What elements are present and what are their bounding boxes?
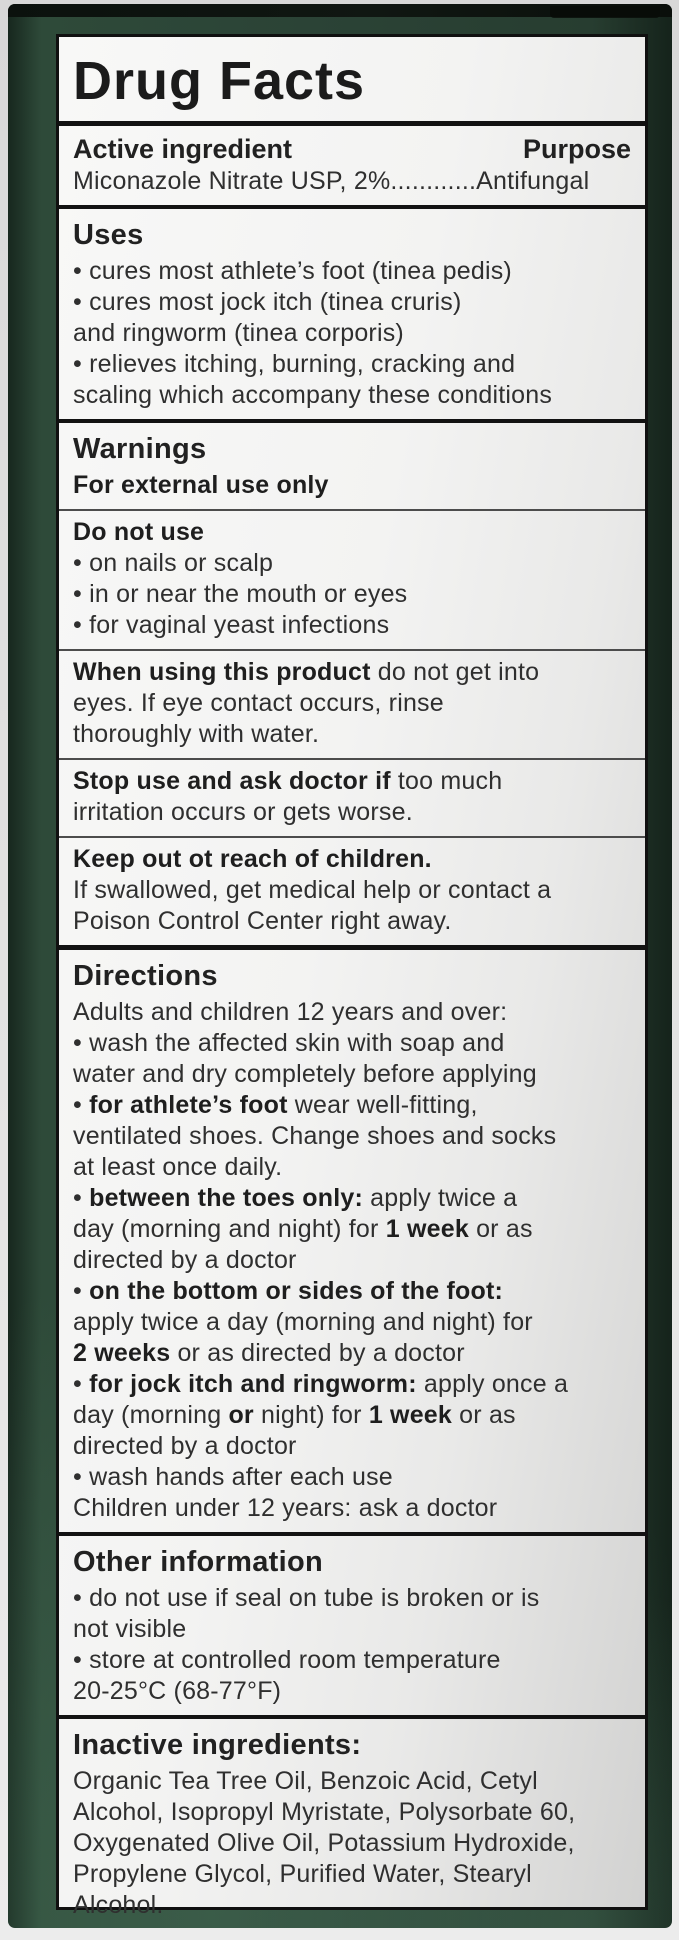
body-text: apply twice a: [363, 1184, 518, 1213]
text-line: [73, 287, 631, 318]
body-text: •: [73, 1370, 90, 1399]
section-warnings: [59, 423, 645, 511]
body-text: ventilated shoes. Change shoes and socks: [73, 1122, 557, 1151]
ingredient-purpose-header: [73, 132, 631, 166]
text-line: [73, 1766, 631, 1797]
text-line: [73, 797, 631, 828]
text-line: [73, 1183, 631, 1214]
text-line: [73, 719, 631, 750]
text-line: [73, 1493, 631, 1524]
text-line: [73, 610, 631, 641]
body-text: • on nails or scalp: [73, 549, 274, 578]
body-text: • do not use if seal on tube is broken or is: [73, 1584, 540, 1613]
body-text: Propylene Glycol, Purified Water, Stearyl: [73, 1860, 532, 1889]
text-line: [73, 1245, 631, 1276]
text-line: [73, 1059, 631, 1090]
section-do-not-use: [59, 511, 645, 651]
body-text: directed by a doctor: [73, 1246, 297, 1275]
text-line: [73, 318, 631, 349]
body-text: day (morning: [73, 1401, 229, 1430]
body-text: scaling which accompany these conditions: [73, 381, 553, 410]
text-line: [73, 1859, 631, 1890]
text-line: [73, 1828, 631, 1859]
text-line: [73, 688, 631, 719]
bold-text: 1 week: [385, 1215, 469, 1244]
section-keep-out-of-reach: [59, 838, 645, 950]
body-text: and ringworm (tinea corporis): [73, 319, 404, 348]
body-text: Children under 12 years: ask a doctor: [73, 1494, 498, 1523]
section-heading: Other information: [73, 1546, 323, 1579]
section-other-information: [59, 1536, 645, 1719]
body-text: • cures most athlete’s foot (tinea pedis): [73, 257, 512, 286]
body-text: water and dry completely before applying: [73, 1060, 537, 1089]
body-text: • wash the affected skin with soap and: [73, 1029, 505, 1058]
body-text: •: [73, 1277, 90, 1306]
body-text: not visible: [73, 1615, 187, 1644]
section-active-ingredient: [59, 126, 645, 209]
section-stop-use: [59, 760, 645, 838]
text-line: [73, 1028, 631, 1059]
body-text: irritation occurs or gets worse.: [73, 798, 413, 827]
text-line: [73, 1431, 631, 1462]
text-line: [73, 1276, 631, 1307]
body-text: or as: [468, 1215, 533, 1244]
body-text: or as directed by a doctor: [170, 1339, 465, 1368]
body-text: Alcohol.: [73, 1891, 164, 1920]
section-heading: Uses: [73, 219, 144, 252]
body-text: directed by a doctor: [73, 1432, 297, 1461]
product-box: [8, 4, 672, 1928]
body-text: • relieves itching, burning, cracking and: [73, 350, 516, 379]
text-line: [73, 517, 631, 548]
bold-text: or: [228, 1401, 254, 1430]
body-text: thoroughly with water.: [73, 720, 320, 749]
body-text: night) for: [253, 1401, 369, 1430]
text-line: [73, 1400, 631, 1431]
bold-text: Do not use: [73, 518, 205, 547]
section-uses: [59, 209, 645, 423]
body-text: • in or near the mouth or eyes: [73, 580, 408, 609]
text-line: [73, 1369, 631, 1400]
bold-text: Stop use and ask doctor if: [73, 767, 391, 796]
section-heading: Warnings: [73, 433, 207, 466]
body-text: •: [73, 1184, 90, 1213]
body-text: Miconazole Nitrate USP, 2%............Antifungal: [73, 167, 590, 196]
body-text: Adults and children 12 years and over:: [73, 998, 508, 1027]
body-text: apply once a: [416, 1370, 569, 1399]
body-text: 20-25°C (68-77°F): [73, 1677, 282, 1706]
section-directions: [59, 950, 645, 1536]
body-text: • cures most jock itch (tinea cruris): [73, 288, 462, 317]
drug-facts-label: [56, 34, 648, 1920]
text-line: [73, 997, 631, 1028]
text-line: [73, 1797, 631, 1828]
text-line: [73, 906, 631, 937]
body-text: • store at controlled room temperature: [73, 1646, 501, 1675]
section-title: [59, 37, 645, 126]
text-line: [73, 1214, 631, 1245]
section-heading: Inactive ingredients:: [73, 1729, 362, 1762]
purpose-header: Purpose: [522, 134, 631, 165]
text-line: [73, 1338, 631, 1369]
body-text: eyes. If eye contact occurs, rinse: [73, 689, 444, 718]
section-inactive-ingredients: [59, 1719, 645, 1929]
active-ingredient-header: Active ingredient: [73, 134, 293, 165]
body-text: If swallowed, get medical help or contact a: [73, 876, 552, 905]
text-line: [73, 1645, 631, 1676]
text-line: [73, 166, 631, 197]
text-line: [73, 1090, 631, 1121]
bold-text: for jock itch and ringworm:: [89, 1370, 417, 1399]
body-text: do not get into: [370, 658, 540, 687]
text-line: [73, 349, 631, 380]
text-line: [73, 1676, 631, 1707]
section-heading: Directions: [73, 960, 218, 993]
body-text: too much: [390, 767, 503, 796]
body-text: •: [73, 1091, 90, 1120]
body-text: Poison Control Center right away.: [73, 907, 452, 936]
text-line: [73, 1614, 631, 1645]
text-line: [73, 844, 631, 875]
body-text: day (morning and night) for: [73, 1215, 386, 1244]
drug-facts-title: Drug Facts: [73, 51, 366, 111]
text-line: [73, 548, 631, 579]
bold-text: for athlete’s foot: [89, 1091, 288, 1120]
body-text: or as: [452, 1401, 516, 1430]
text-line: [73, 256, 631, 287]
body-text: at least once daily.: [73, 1153, 283, 1182]
body-text: Organic Tea Tree Oil, Benzoic Acid, Cetyl: [73, 1767, 538, 1796]
bold-text: between the toes only:: [89, 1184, 363, 1213]
text-line: [73, 1152, 631, 1183]
body-text: apply twice a day (morning and night) for: [73, 1308, 533, 1337]
body-text: Oxygenated Olive Oil, Potassium Hydroxide,: [73, 1829, 575, 1858]
text-line: [73, 875, 631, 906]
body-text: • wash hands after each use: [73, 1463, 393, 1492]
text-line: [73, 380, 631, 411]
bold-text: 1 week: [368, 1401, 453, 1430]
body-text: • for vaginal yeast infections: [73, 611, 390, 640]
text-line: [73, 470, 631, 501]
text-line: [73, 1890, 631, 1921]
body-text: Alcohol, Isopropyl Myristate, Polysorbate 60,: [73, 1798, 576, 1827]
section-when-using: [59, 651, 645, 760]
text-line: [73, 657, 631, 688]
bold-text: Keep out ot reach of children.: [73, 845, 432, 874]
bold-text: on the bottom or sides of the foot:: [89, 1277, 504, 1306]
text-line: [73, 1121, 631, 1152]
bold-text: For external use only: [73, 471, 329, 500]
bold-text: When using this product: [73, 658, 371, 687]
text-line: [73, 1583, 631, 1614]
text-line: [73, 1307, 631, 1338]
text-line: [73, 1462, 631, 1493]
text-line: [73, 766, 631, 797]
body-text: wear well-fitting,: [287, 1091, 478, 1120]
bold-text: 2 weeks: [73, 1339, 171, 1368]
text-line: [73, 579, 631, 610]
